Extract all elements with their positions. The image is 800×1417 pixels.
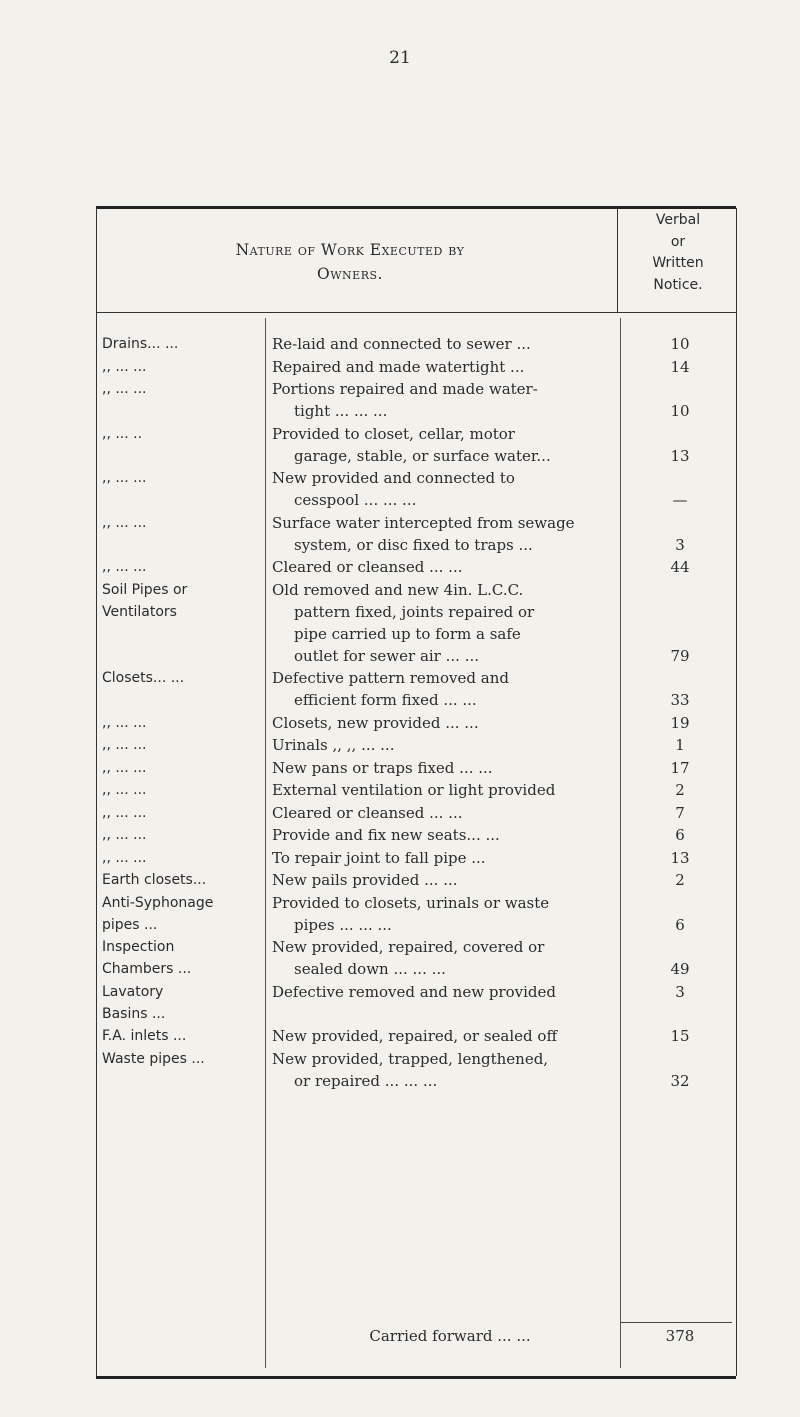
row-description xyxy=(272,802,618,824)
row-description-line: Cleared or cleansed ... ... xyxy=(272,803,463,822)
row-category-line: Anti-Syphonage xyxy=(102,894,214,911)
row-description xyxy=(272,1025,618,1047)
row-description-line: sealed down ... ... ... xyxy=(294,960,446,978)
row-description-line: New provided, repaired, covered or xyxy=(272,938,545,956)
row-description-line: Surface water intercepted from sewage xyxy=(272,513,575,532)
row-category-line: ,, ... ... xyxy=(102,714,147,731)
row-count: 7 xyxy=(675,803,685,822)
row-description-line: New pails provided ... ... xyxy=(272,871,458,889)
table-row xyxy=(0,556,800,578)
table-row xyxy=(0,1025,800,1047)
row-category-line: ,, ... ... xyxy=(102,849,147,866)
row-count: 10 xyxy=(670,402,690,420)
row-category-line: Basins ... xyxy=(102,1005,166,1022)
row-category xyxy=(102,892,262,936)
table-row xyxy=(0,869,800,891)
row-count: 1 xyxy=(675,736,685,754)
row-count: 13 xyxy=(670,848,690,867)
row-count: 15 xyxy=(670,1027,690,1045)
row-count: — xyxy=(672,491,688,509)
row-count: 32 xyxy=(670,1071,690,1090)
row-count: 13 xyxy=(670,446,690,465)
row-description-line: pattern fixed, joints repaired or xyxy=(294,602,535,621)
row-category-line: ,, ... ... xyxy=(102,737,147,753)
row-category-line: ,, ... ... xyxy=(102,827,147,843)
row-category-line: ,, ... ... xyxy=(102,804,147,821)
row-category xyxy=(102,467,262,489)
row-description-line: Portions repaired and made water- xyxy=(272,380,538,398)
row-description xyxy=(272,712,618,734)
row-description-line: Defective removed and new provided xyxy=(272,982,556,1001)
table-row xyxy=(0,757,800,779)
row-description xyxy=(272,423,618,467)
row-category xyxy=(102,1025,262,1047)
row-category-line: ,, ... .. xyxy=(102,425,143,442)
table-top-rule xyxy=(96,206,736,209)
row-category xyxy=(102,423,262,445)
row-category-line: Closets... ... xyxy=(102,670,185,686)
row-category xyxy=(102,356,262,378)
row-category-line: Earth closets... xyxy=(102,872,207,888)
row-category xyxy=(102,378,262,400)
table-row xyxy=(0,892,800,936)
row-count: 33 xyxy=(670,691,690,709)
row-category-line: Waste pipes ... xyxy=(102,1050,205,1067)
notice-header-line4: Notice. xyxy=(653,276,703,293)
row-category-line: F.A. inlets ... xyxy=(102,1028,187,1044)
row-description xyxy=(272,824,618,846)
row-category xyxy=(102,869,262,891)
table-bottom-rule xyxy=(96,1376,736,1379)
table-row xyxy=(0,667,800,711)
row-category xyxy=(102,512,262,534)
row-description xyxy=(272,356,618,378)
row-description xyxy=(272,869,618,891)
table-row xyxy=(0,378,800,422)
nature-header-line1: Nature of Work Executed by xyxy=(235,241,465,259)
row-description xyxy=(272,734,618,756)
table-row xyxy=(0,824,800,846)
row-category-line: Chambers ... xyxy=(102,961,192,977)
row-category xyxy=(102,556,262,578)
row-description-line: New provided, repaired, or sealed off xyxy=(272,1027,558,1045)
row-category xyxy=(102,936,262,980)
row-category xyxy=(102,333,262,355)
row-description-line: New provided, trapped, lengthened, xyxy=(272,1049,549,1068)
table-row xyxy=(0,847,800,869)
row-category xyxy=(102,779,262,801)
row-category xyxy=(102,667,262,689)
carried-forward-label: Carried forward ... ... xyxy=(369,1327,531,1345)
row-description-line: outlet for sewer air ... ... xyxy=(294,646,479,665)
notice-header-line1: Verbal xyxy=(655,212,701,228)
row-description xyxy=(272,667,618,711)
row-count: 14 xyxy=(670,357,690,376)
table-row xyxy=(0,936,800,980)
row-category xyxy=(102,712,262,734)
row-count: 3 xyxy=(675,535,685,554)
row-category xyxy=(102,757,262,779)
row-description xyxy=(272,981,618,1003)
nature-header-line2: Owners. xyxy=(317,265,383,283)
table-row xyxy=(0,467,800,511)
row-category-line: ,, ... ... xyxy=(102,470,147,486)
row-count: 79 xyxy=(670,646,690,665)
row-description-line: garage, stable, or surface water... xyxy=(294,446,551,465)
row-description xyxy=(272,936,618,980)
row-count: 3 xyxy=(675,982,685,1001)
table-row xyxy=(0,423,800,467)
row-description xyxy=(272,579,618,667)
row-description-line: To repair joint to fall pipe ... xyxy=(272,848,486,867)
row-count: 19 xyxy=(670,713,690,732)
row-category-line: Ventilators xyxy=(102,603,177,620)
row-description-line: pipe carried up to form a safe xyxy=(294,624,521,643)
row-category xyxy=(102,981,262,1025)
row-count: 6 xyxy=(675,915,685,934)
row-description-line: efficient form fixed ... ... xyxy=(294,691,477,709)
row-category-line: Drains... ... xyxy=(102,336,179,352)
row-description-line: cesspool ... ... ... xyxy=(294,491,417,509)
row-description-line: External ventilation or light provided xyxy=(272,781,556,799)
row-description xyxy=(272,779,618,801)
row-description xyxy=(272,556,618,578)
row-category xyxy=(102,1048,262,1070)
row-description-line: tight ... ... ... xyxy=(294,402,388,420)
table-row xyxy=(0,579,800,667)
notice-header-line2: or xyxy=(670,233,686,250)
total-rule xyxy=(620,1322,732,1323)
row-count: 44 xyxy=(670,558,690,576)
row-count: 49 xyxy=(670,960,690,978)
table-row xyxy=(0,512,800,556)
row-category xyxy=(102,734,262,756)
row-count: 17 xyxy=(670,758,690,777)
row-description xyxy=(272,333,618,355)
row-category xyxy=(102,824,262,846)
row-description-line: Cleared or cleansed ... ... xyxy=(272,558,463,576)
row-description-line: Provide and fix new seats... ... xyxy=(272,826,500,844)
row-category-line: ,, ... ... xyxy=(102,381,147,397)
table-row xyxy=(0,356,800,378)
table-row xyxy=(0,734,800,756)
row-description-line: New pans or traps fixed ... ... xyxy=(272,758,493,777)
row-category-line: ,, ... ... xyxy=(102,759,147,776)
row-category xyxy=(102,579,262,623)
row-category-line: ,, ... ... xyxy=(102,358,147,375)
row-description-line: Re-laid and connected to sewer ... xyxy=(272,335,531,353)
row-description xyxy=(272,467,618,511)
table-row xyxy=(0,802,800,824)
row-description-line: New provided and connected to xyxy=(272,469,515,487)
row-description-line: Closets, new provided ... ... xyxy=(272,713,479,732)
row-category-line: Inspection xyxy=(102,939,175,955)
carried-forward-total: 378 xyxy=(665,1327,695,1345)
row-description xyxy=(272,847,618,869)
row-category xyxy=(102,802,262,824)
row-description-line: Provided to closet, cellar, motor xyxy=(272,424,515,443)
row-description-line: Old removed and new 4in. L.C.C. xyxy=(272,580,524,599)
row-category-line: Soil Pipes or xyxy=(102,581,188,598)
row-description-line: Defective pattern removed and xyxy=(272,669,509,687)
row-description xyxy=(272,378,618,422)
page-number: 21 xyxy=(389,48,411,68)
row-description xyxy=(272,1048,618,1092)
row-count: 2 xyxy=(675,871,685,889)
row-description-line: or repaired ... ... ... xyxy=(294,1071,438,1090)
row-category-line: ,, ... ... xyxy=(102,782,147,798)
row-category-line: Lavatory xyxy=(102,983,164,1000)
row-count: 6 xyxy=(675,826,685,844)
row-description-line: pipes ... ... ... xyxy=(294,915,392,934)
row-category xyxy=(102,847,262,869)
nature-of-work-header xyxy=(100,238,600,286)
row-count: 2 xyxy=(675,781,685,799)
table-row xyxy=(0,1048,800,1092)
header-bottom-rule xyxy=(96,312,736,313)
row-description xyxy=(272,892,618,936)
table-row xyxy=(0,712,800,734)
row-description-line: Repaired and made watertight ... xyxy=(272,357,525,376)
row-description xyxy=(272,757,618,779)
row-description-line: system, or disc fixed to traps ... xyxy=(294,535,533,554)
row-category-line: ,, ... ... xyxy=(102,559,147,575)
table-row xyxy=(0,779,800,801)
notice-header xyxy=(618,210,738,296)
row-description xyxy=(272,512,618,556)
row-category-line: ,, ... ... xyxy=(102,514,147,531)
row-description-line: Urinals ,, ,, ... ... xyxy=(272,736,395,754)
row-count: 10 xyxy=(670,335,690,353)
notice-header-line3: Written xyxy=(652,255,704,271)
row-category-line: pipes ... xyxy=(102,916,158,933)
table-row xyxy=(0,981,800,1025)
table-row xyxy=(0,333,800,355)
row-description-line: Provided to closets, urinals or waste xyxy=(272,893,550,912)
